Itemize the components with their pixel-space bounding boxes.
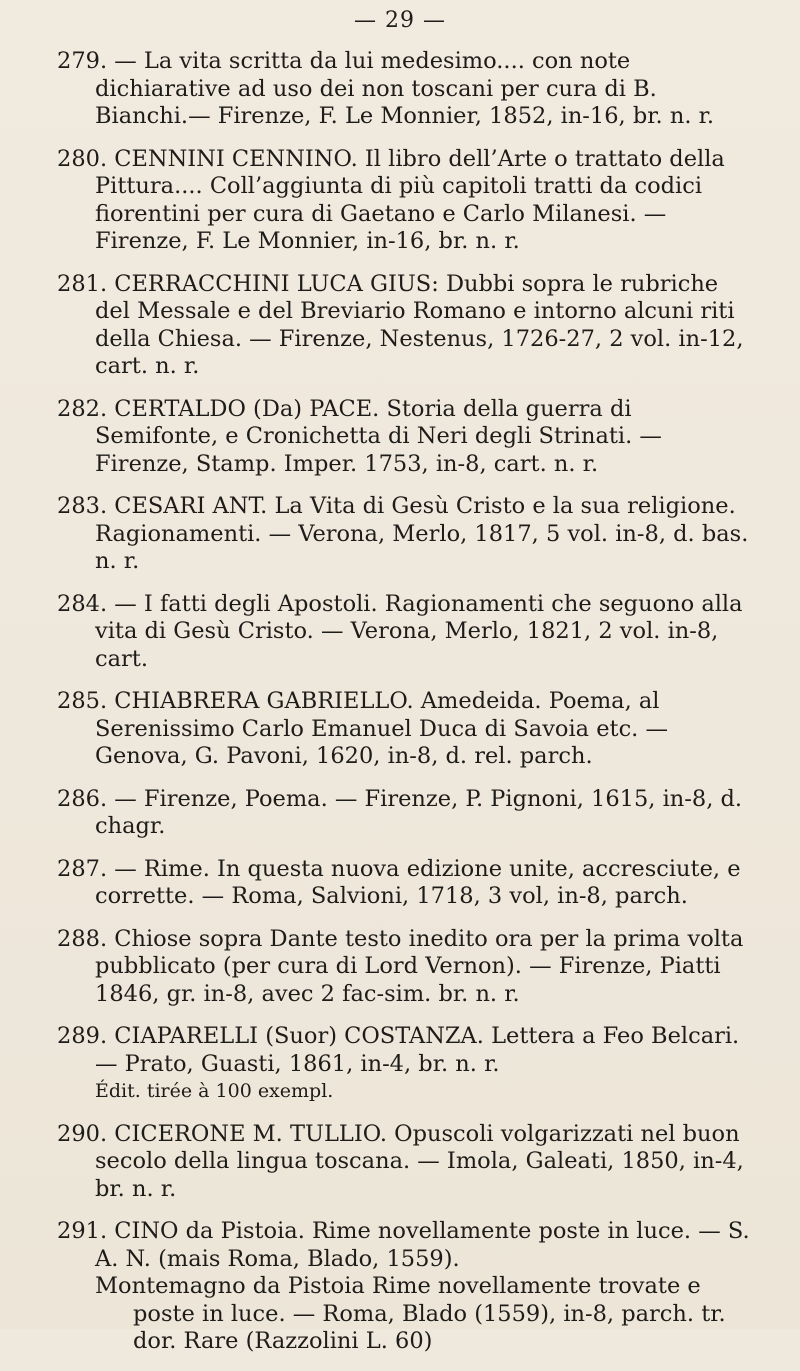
catalog-entry-287: 287. — Rime. In questa nuova edizione unite, accresciute, e corrette. — Roma, Salvioni, 1718, 3 vol, in-8, parch.	[57, 855, 741, 909]
catalog-entry-282: 282. CERTALDO (Da) PACE. Storia della guerra di Semifonte, e Cronichetta di Neri degli Strinati. — Firenze, Stamp. Imper. 1753, in-8, cart. n. r.	[57, 395, 662, 477]
catalog-entry-288: 288. Chiose sopra Dante testo inedito ora per la prima volta pubblicato (per cura di Lord Vernon). — Firenze, Piatti 1846, gr. in-8, avec 2 fac-sim. br. n. r.	[57, 925, 744, 1007]
page-number: — 29 —	[354, 8, 446, 33]
catalog-entry-289-note: Édit. tirée à 100 exempl.	[95, 1080, 334, 1102]
catalog-entry-284: 284. — I fatti degli Apostoli. Ragionamenti che seguono alla vita di Gesù Cristo. — Verona, Merlo, 1821, 2 vol. in-8, cart.	[57, 590, 743, 672]
catalog-entry-290: 290. CICERONE M. TULLIO. Opuscoli volgarizzati nel buon secolo della lingua toscana. — Imola, Galeati, 1850, in-4, br. n. r.	[57, 1120, 744, 1202]
catalog-entry-291	[57, 1218, 757, 1356]
catalog-entry-291-text: 291. CINO da Pistoia. Rime novellamente poste in luce. — S. A. N. (mais Roma, Blado, 1559).	[57, 1218, 750, 1272]
catalog-entry-285: 285. CHIABRERA GABRIELLO. Amedeida. Poema, al Serenissimo Carlo Emanuel Duca di Savoia etc. — Genova, G. Pavoni, 1620, in-8, d. rel. parch.	[57, 688, 668, 769]
catalog-entries	[57, 48, 757, 1371]
catalog-entry-289	[57, 1023, 757, 1106]
catalog-entry-291-continuation: Montemagno da Pistoia Rime novellamente trovate e poste in luce. — Roma, Blado (1559), in-8, parch. tr. dor. Rare (Razzolini L. 60)	[95, 1273, 726, 1354]
catalog-entry-289-text: 289. CIAPARELLI (Suor) COSTANZA. Lettera a Feo Belcari. — Prato, Guasti, 1861, in-4, br. n. r.	[57, 1023, 740, 1077]
catalog-entry-286: 286. — Firenze, Poema. — Firenze, P. Pignoni, 1615, in-8, d. chagr.	[57, 785, 743, 839]
catalog-entry-279: 279. — La vita scritta da lui medesimo.... con note dichiarative ad uso dei non toscani per cura di B. Bianchi.— Firenze, F. Le Monnier, 1852, in-16, br. n. r.	[57, 48, 715, 129]
catalog-entry-281: 281. CERRACCHINI LUCA GIUS: Dubbi sopra le rubriche del Messale e del Breviario Romano e intorno alcuni riti della Chiesa. — Firenze, Nestenus, 1726-27, 2 vol. in-12, cart. n. r.	[57, 270, 744, 379]
catalog-entry-283: 283. CESARI ANT. La Vita di Gesù Cristo e la sua religione. Ragionamenti. — Verona, Merlo, 1817, 5 vol. in-8, d. bas. n. r.	[57, 493, 749, 574]
catalog-entry-280: 280. CENNINI CENNINO. Il libro dell’Arte o trattato della Pittura.... Coll’aggiunta di più capitoli tratti da codici fiorentini per cura di Gaetano e Carlo Milanesi. — Firenze, F. Le Monnier, in-16, br. n. r.	[57, 145, 725, 254]
